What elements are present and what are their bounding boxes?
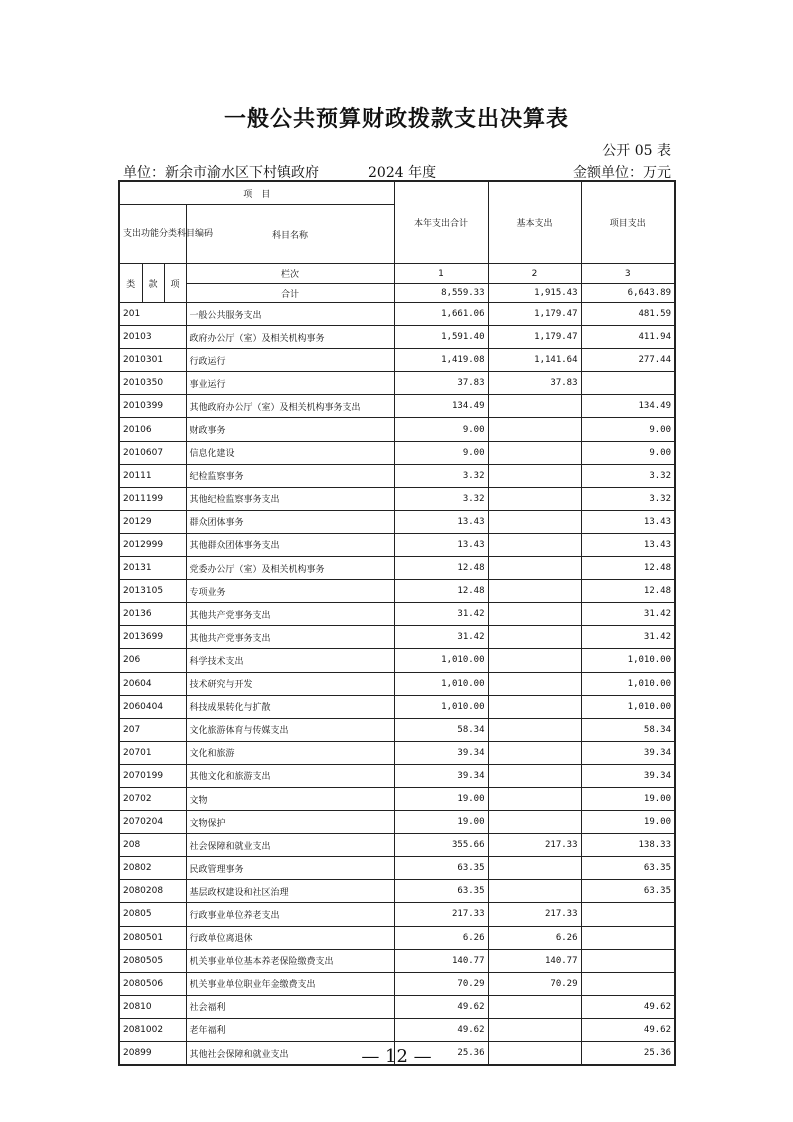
row-name: 科技成果转化与扩散 xyxy=(186,695,394,718)
row-code: 20802 xyxy=(119,857,186,880)
row-project-amount: 9.00 xyxy=(581,441,675,464)
row-project-amount: 49.62 xyxy=(581,995,675,1018)
row-total-amount: 217.33 xyxy=(394,903,488,926)
row-code: 20103 xyxy=(119,326,186,349)
row-name: 事业运行 xyxy=(186,372,394,395)
page-number: — 12 — xyxy=(361,1046,432,1067)
row-project-amount: 31.42 xyxy=(581,603,675,626)
row-basic-amount xyxy=(488,487,581,510)
row-basic-amount: 217.33 xyxy=(488,903,581,926)
row-basic-amount xyxy=(488,1018,581,1041)
header-project: 项 目 xyxy=(119,181,394,205)
row-code: 20810 xyxy=(119,995,186,1018)
row-project-amount xyxy=(581,372,675,395)
row-total-amount: 355.66 xyxy=(394,834,488,857)
expenditure-table xyxy=(118,180,676,1066)
row-total-amount: 63.35 xyxy=(394,880,488,903)
row-total-amount: 25.36 xyxy=(394,1042,488,1066)
row-name: 其他文化和旅游支出 xyxy=(186,764,394,787)
row-code: 2010399 xyxy=(119,395,186,418)
row-code: 2080505 xyxy=(119,949,186,972)
table-row xyxy=(119,533,675,556)
row-project-amount: 134.49 xyxy=(581,395,675,418)
header-lei: 类 xyxy=(119,264,142,303)
table-row xyxy=(119,649,675,672)
row-code: 2080506 xyxy=(119,972,186,995)
row-total-amount: 9.00 xyxy=(394,418,488,441)
row-code: 201 xyxy=(119,303,186,326)
row-name: 基层政权建设和社区治理 xyxy=(186,880,394,903)
row-project-amount: 481.59 xyxy=(581,303,675,326)
table-row xyxy=(119,880,675,903)
row-project-amount xyxy=(581,926,675,949)
row-basic-amount: 217.33 xyxy=(488,834,581,857)
row-total-amount: 6.26 xyxy=(394,926,488,949)
row-project-amount: 49.62 xyxy=(581,1018,675,1041)
table-row xyxy=(119,834,675,857)
table-row xyxy=(119,372,675,395)
row-name: 政府办公厅（室）及相关机构事务 xyxy=(186,326,394,349)
row-total-amount: 3.32 xyxy=(394,464,488,487)
row-project-amount xyxy=(581,972,675,995)
table-row xyxy=(119,926,675,949)
year-label: 2024 年度 xyxy=(368,165,437,181)
total-project: 6,643.89 xyxy=(581,284,675,303)
row-code: 2070204 xyxy=(119,811,186,834)
table-row xyxy=(119,995,675,1018)
row-name: 其他纪检监察事务支出 xyxy=(186,487,394,510)
row-project-amount: 3.32 xyxy=(581,487,675,510)
row-name: 纪检监察事务 xyxy=(186,464,394,487)
row-total-amount: 31.42 xyxy=(394,603,488,626)
table-row xyxy=(119,811,675,834)
table-row xyxy=(119,441,675,464)
header-col2: 2 xyxy=(488,264,581,284)
table-row xyxy=(119,718,675,741)
row-name: 机关事业单位基本养老保险缴费支出 xyxy=(186,949,394,972)
row-basic-amount: 37.83 xyxy=(488,372,581,395)
table-row xyxy=(119,672,675,695)
table-row xyxy=(119,764,675,787)
row-project-amount: 19.00 xyxy=(581,787,675,810)
row-name: 其他群众团体事务支出 xyxy=(186,533,394,556)
row-total-amount: 1,010.00 xyxy=(394,695,488,718)
row-basic-amount xyxy=(488,672,581,695)
header-col3: 3 xyxy=(581,264,675,284)
row-code: 20899 xyxy=(119,1042,186,1066)
row-code: 20106 xyxy=(119,418,186,441)
row-basic-amount xyxy=(488,695,581,718)
row-total-amount: 49.62 xyxy=(394,995,488,1018)
row-code: 2013699 xyxy=(119,626,186,649)
row-basic-amount: 1,179.47 xyxy=(488,303,581,326)
table-row xyxy=(119,903,675,926)
row-project-amount: 3.32 xyxy=(581,464,675,487)
total-label: 合计 xyxy=(186,284,394,303)
row-project-amount: 9.00 xyxy=(581,418,675,441)
row-total-amount: 140.77 xyxy=(394,949,488,972)
table-row xyxy=(119,626,675,649)
row-code: 2080208 xyxy=(119,880,186,903)
row-total-amount: 13.43 xyxy=(394,510,488,533)
row-project-amount: 25.36 xyxy=(581,1042,675,1066)
row-total-amount: 12.48 xyxy=(394,557,488,580)
total-basic: 1,915.43 xyxy=(488,284,581,303)
table-row xyxy=(119,303,675,326)
row-name: 文化旅游体育与传媒支出 xyxy=(186,718,394,741)
form-number: 公开 05 表 xyxy=(602,143,671,159)
row-name: 行政事业单位养老支出 xyxy=(186,903,394,926)
table-row xyxy=(119,510,675,533)
table-row xyxy=(119,695,675,718)
row-code: 20131 xyxy=(119,557,186,580)
row-total-amount: 13.43 xyxy=(394,533,488,556)
row-total-amount: 1,010.00 xyxy=(394,649,488,672)
row-code: 2081002 xyxy=(119,1018,186,1041)
row-total-amount: 1,661.06 xyxy=(394,303,488,326)
row-basic-amount xyxy=(488,557,581,580)
row-name: 文化和旅游 xyxy=(186,741,394,764)
header-kuan: 款 xyxy=(142,264,164,303)
table-row xyxy=(119,464,675,487)
row-code: 2013105 xyxy=(119,580,186,603)
row-project-amount: 12.48 xyxy=(581,557,675,580)
row-total-amount: 58.34 xyxy=(394,718,488,741)
table-row xyxy=(119,741,675,764)
row-name: 机关事业单位职业年金缴费支出 xyxy=(186,972,394,995)
header-col1: 1 xyxy=(394,264,488,284)
row-name: 文物保护 xyxy=(186,811,394,834)
row-total-amount: 63.35 xyxy=(394,857,488,880)
row-name: 文物 xyxy=(186,787,394,810)
row-total-amount: 19.00 xyxy=(394,787,488,810)
row-basic-amount xyxy=(488,764,581,787)
row-code: 2080501 xyxy=(119,926,186,949)
row-project-amount: 1,010.00 xyxy=(581,649,675,672)
row-total-amount: 1,010.00 xyxy=(394,672,488,695)
row-basic-amount: 1,179.47 xyxy=(488,326,581,349)
row-basic-amount xyxy=(488,395,581,418)
table-row xyxy=(119,603,675,626)
row-basic-amount xyxy=(488,787,581,810)
row-code: 2010607 xyxy=(119,441,186,464)
row-project-amount: 1,010.00 xyxy=(581,695,675,718)
row-project-amount xyxy=(581,903,675,926)
row-code: 208 xyxy=(119,834,186,857)
table-row xyxy=(119,557,675,580)
row-project-amount: 13.43 xyxy=(581,510,675,533)
row-basic-amount: 70.29 xyxy=(488,972,581,995)
row-name: 行政单位离退休 xyxy=(186,926,394,949)
row-project-amount: 277.44 xyxy=(581,349,675,372)
row-project-amount: 63.35 xyxy=(581,880,675,903)
row-basic-amount xyxy=(488,418,581,441)
row-basic-amount xyxy=(488,510,581,533)
row-code: 206 xyxy=(119,649,186,672)
row-total-amount: 31.42 xyxy=(394,626,488,649)
row-basic-amount xyxy=(488,857,581,880)
row-name: 财政事务 xyxy=(186,418,394,441)
row-code: 20111 xyxy=(119,464,186,487)
row-code: 20129 xyxy=(119,510,186,533)
row-basic-amount: 6.26 xyxy=(488,926,581,949)
row-basic-amount: 140.77 xyxy=(488,949,581,972)
row-name: 其他共产党事务支出 xyxy=(186,626,394,649)
row-code: 207 xyxy=(119,718,186,741)
row-basic-amount xyxy=(488,880,581,903)
row-total-amount: 1,591.40 xyxy=(394,326,488,349)
row-total-amount: 19.00 xyxy=(394,811,488,834)
row-name: 科学技术支出 xyxy=(186,649,394,672)
row-basic-amount xyxy=(488,811,581,834)
table-row xyxy=(119,857,675,880)
row-total-amount: 70.29 xyxy=(394,972,488,995)
row-project-amount: 31.42 xyxy=(581,626,675,649)
row-basic-amount xyxy=(488,603,581,626)
row-name: 社会福利 xyxy=(186,995,394,1018)
header-project-exp: 项目支出 xyxy=(581,181,675,264)
row-basic-amount xyxy=(488,464,581,487)
row-name: 群众团体事务 xyxy=(186,510,394,533)
table-row xyxy=(119,949,675,972)
row-total-amount: 134.49 xyxy=(394,395,488,418)
row-name: 技术研究与开发 xyxy=(186,672,394,695)
header-total: 本年支出合计 xyxy=(394,181,488,264)
row-project-amount: 63.35 xyxy=(581,857,675,880)
row-code: 2010350 xyxy=(119,372,186,395)
row-total-amount: 9.00 xyxy=(394,441,488,464)
row-basic-amount xyxy=(488,649,581,672)
row-name: 信息化建设 xyxy=(186,441,394,464)
row-code: 20701 xyxy=(119,741,186,764)
row-basic-amount xyxy=(488,533,581,556)
table-row xyxy=(119,326,675,349)
row-project-amount: 13.43 xyxy=(581,533,675,556)
row-name: 社会保障和就业支出 xyxy=(186,834,394,857)
row-code: 2070199 xyxy=(119,764,186,787)
row-project-amount: 39.34 xyxy=(581,741,675,764)
row-name: 其他社会保障和就业支出 xyxy=(186,1042,394,1066)
row-name: 其他共产党事务支出 xyxy=(186,603,394,626)
row-name: 专项业务 xyxy=(186,580,394,603)
row-basic-amount xyxy=(488,741,581,764)
total-amount: 8,559.33 xyxy=(394,284,488,303)
table-row xyxy=(119,418,675,441)
row-code: 2012999 xyxy=(119,533,186,556)
row-code: 20604 xyxy=(119,672,186,695)
table-row xyxy=(119,787,675,810)
row-name: 一般公共服务支出 xyxy=(186,303,394,326)
header-code: 支出功能分类科目编码 xyxy=(119,205,186,264)
row-project-amount xyxy=(581,949,675,972)
page-title: 一般公共预算财政拨款支出决算表 xyxy=(223,107,569,132)
row-code: 2060404 xyxy=(119,695,186,718)
header-name: 科目名称 xyxy=(186,205,394,264)
row-project-amount: 39.34 xyxy=(581,764,675,787)
row-basic-amount xyxy=(488,441,581,464)
table-row xyxy=(119,487,675,510)
money-unit-label: 金额单位：万元 xyxy=(573,165,671,181)
row-code: 2011199 xyxy=(119,487,186,510)
header-basic: 基本支出 xyxy=(488,181,581,264)
table-row xyxy=(119,349,675,372)
row-project-amount: 1,010.00 xyxy=(581,672,675,695)
row-name: 行政运行 xyxy=(186,349,394,372)
row-total-amount: 3.32 xyxy=(394,487,488,510)
row-project-amount: 411.94 xyxy=(581,326,675,349)
row-basic-amount xyxy=(488,718,581,741)
row-total-amount: 37.83 xyxy=(394,372,488,395)
row-code: 20702 xyxy=(119,787,186,810)
row-total-amount: 12.48 xyxy=(394,580,488,603)
row-total-amount: 39.34 xyxy=(394,764,488,787)
table-row xyxy=(119,1018,675,1041)
row-name: 民政管理事务 xyxy=(186,857,394,880)
row-code: 20805 xyxy=(119,903,186,926)
row-total-amount: 39.34 xyxy=(394,741,488,764)
header-xiang: 项 xyxy=(164,264,186,303)
header-column-label: 栏次 xyxy=(186,264,394,284)
row-name: 党委办公厅（室）及相关机构事务 xyxy=(186,557,394,580)
row-project-amount: 12.48 xyxy=(581,580,675,603)
row-project-amount: 138.33 xyxy=(581,834,675,857)
row-total-amount: 1,419.08 xyxy=(394,349,488,372)
row-basic-amount xyxy=(488,580,581,603)
table-row xyxy=(119,395,675,418)
row-name: 老年福利 xyxy=(186,1018,394,1041)
row-code: 20136 xyxy=(119,603,186,626)
row-basic-amount xyxy=(488,995,581,1018)
table-row xyxy=(119,972,675,995)
row-name: 其他政府办公厅（室）及相关机构事务支出 xyxy=(186,395,394,418)
row-code: 2010301 xyxy=(119,349,186,372)
row-total-amount: 49.62 xyxy=(394,1018,488,1041)
table-row xyxy=(119,580,675,603)
row-project-amount: 19.00 xyxy=(581,811,675,834)
row-project-amount: 58.34 xyxy=(581,718,675,741)
unit-label: 单位：新余市渝水区下村镇政府 xyxy=(123,165,319,181)
row-basic-amount: 1,141.64 xyxy=(488,349,581,372)
row-basic-amount xyxy=(488,626,581,649)
